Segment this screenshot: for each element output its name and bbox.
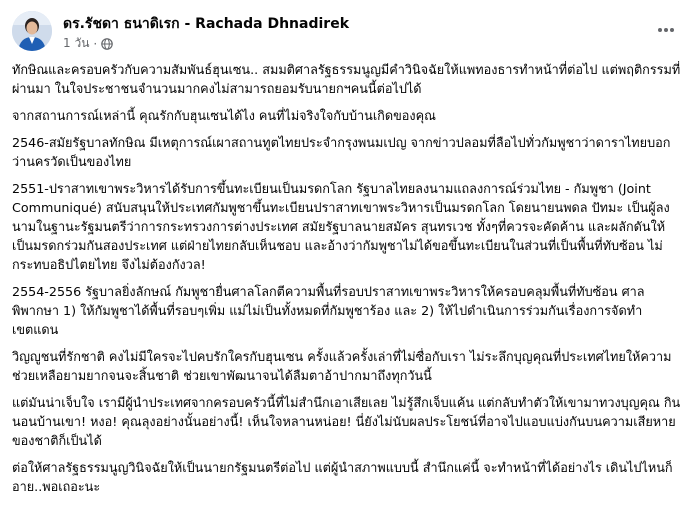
post-paragraph: 2554-2556 รัฐบาลยิ่งลักษณ์ กัมพูชายื่นศาลโลกตีความพื้นที่รอบปราสาทเขาพระวิหารให้ครอบคลุมพื้นที่ทับซ้อน ศาลพิพากษา 1) ให้กัมพูชาได้พื้นที่รอบๆเพิ่ม แม่ไม่เป็นทั้งหมดที่กัมพูชาร้อง และ 2) ให้ไปดำเนินการร่วมกันเรื่องการจัดทำเขตแดน <box>12 284 645 337</box>
post-paragraph: จากสถานการณ์เหล่านี้ คุณรักกับฮุนเซนได้ไง คนที่ไม่จริงใจกับบ้านเกิดของคุณ <box>12 108 436 123</box>
post-paragraph: วิญญูชนที่รักชาติ คงไม่มีใครจะไปคบรักใครกับฮุนเซน ครั้งแล้วครั้งเล่าที่ไม่ซื่อกับเรา ไม่ระลึกบุญคุณที่ประเทศไทยให้ความช่วยเหลือยามยากจนจะสิ้นชาติ ช่วยเขาพัฒนาจนได้ลืมตาอ้าปากมาถึงทุกวันนี้ <box>12 349 672 383</box>
avatar[interactable] <box>12 11 52 51</box>
post-paragraph: ทักษิณและครอบครัวกับความสัมพันธ์ฮุนเซน.. สมมติศาลรัฐธรรมนูญมีคำวินิจฉัยให้แพทองธารทำหน้าที่ต่อไป แต่พฤติกรรมที่ผ่านมา ในใจประชาชนจำนวนมากคงไม่สามารถยอมรับนายกฯคนนี้ต่อไปได้ <box>12 62 681 96</box>
post-paragraph: แต่มันน่าเจ็บใจ เรามีผู้นำประเทศจากครอบครัวนี้ที่ไม่สำนึกเอาเสียเลย ไม่รู้สึกเจ็บแค้น แต่กลับทำตัวให้เขามาทวงบุญคุณ กินนอนบ้านเขา! หงอ! คุณลุงอย่างนั้นอย่างนี้! เห็นใจหลานหน่อย! นี่ยังไม่นับผลประโยชน์ที่อาจไปแอบแบ่งกันบนความเสียหายของชาติก็เป็นได้ <box>12 395 681 448</box>
post-paragraph: ต่อให้ศาลรัฐธรรมนูญวินิจฉัยให้เป็นนายกรัฐมนตรีต่อไป แต่ผู้นำสภาพแบบนี้ สำนึกแค่นี้ จะทำหน้าที่ได้อย่างไร เดินไปไหนก็อาย..พอเถอะนะ <box>12 460 673 494</box>
globe-icon[interactable] <box>101 38 113 50</box>
post-body <box>12 60 684 504</box>
more-options-button[interactable] <box>651 12 681 42</box>
author-name[interactable]: ดร.รัชดา ธนาดิเรก - Rachada Dhnadirek <box>63 16 350 32</box>
meta-separator: · <box>93 36 98 51</box>
post-paragraph: 2546-สมัยรัฐบาลทักษิณ มีเหตุการณ์เผาสถานทูตไทยประจำกรุงพนมเปญ จากข่าวปลอมที่ลือไปทั่วกัมพูชาว่าดาราไทยบอกว่านครวัดเป็นของไทย <box>12 135 671 169</box>
more-options-icon <box>657 17 675 38</box>
post-meta <box>63 34 113 53</box>
post-paragraph: 2551-ปราสาทเขาพระวิหารได้รับการขึ้นทะเบียนเป็นมรดกโลก รัฐบาลไทยลงนามแถลงการณ์ร่วมไทย - กัมพูชา (Joint Communiqué) สนับสนุนให้ประเทศกัมพูชาขึ้นทะเบียนปราสาทเขาพระวิหารเป็นมรดกโลก โดยนายนพดล ปัทมะ เป็นผู้ลงนามในฐานะรัฐมนตรีว่าการกระทรวงการต่างประเทศ สมัยรัฐบาลนายสมัคร สุนทรเวช ทั้งๆที่ควรจะคัดค้าน และผลักดันให้เป็นมรดกร่วมกันสองประเทศ แต่ฝ่ายไทยกลับเห็นชอบ และอ้างว่ากัมพูชาไม่ได้ขอขึ้นทะเบียนในส่วนที่เป็นพื้นที่ทับซ้อน ไม่กระทบอธิปไตยไทย จึงไม่ต้องกังวล! <box>12 181 670 272</box>
post-timestamp[interactable]: 1 วัน <box>63 36 90 50</box>
